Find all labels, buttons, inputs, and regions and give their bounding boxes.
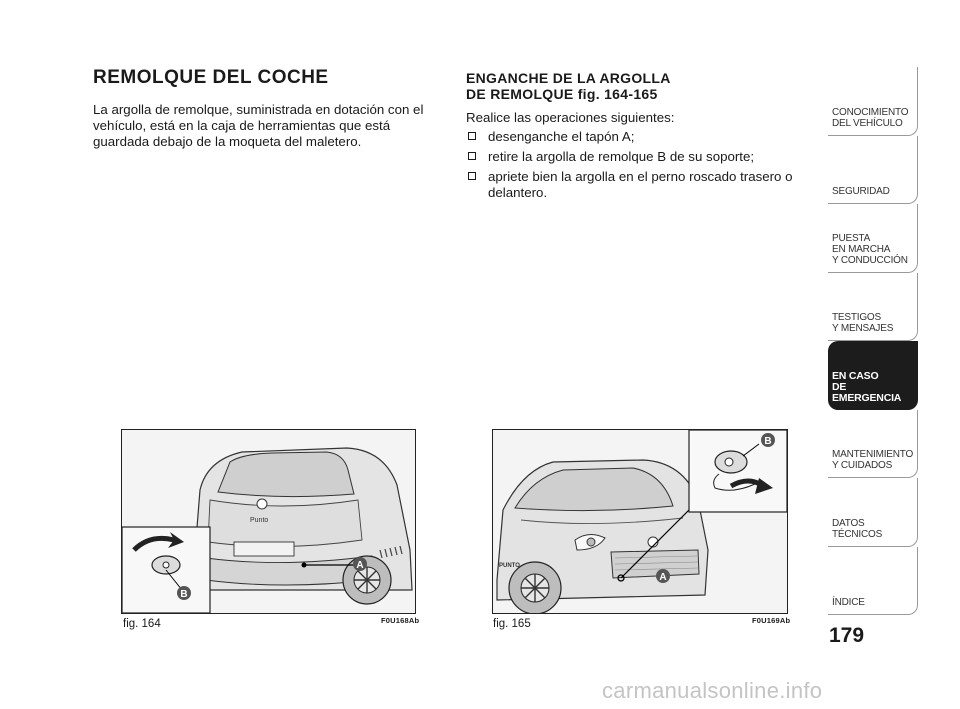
subsection-title [466, 70, 671, 102]
sidebar-item-seguridad[interactable]: SEGURIDAD [828, 136, 918, 205]
sidebar-item-testigos[interactable]: TESTIGOS Y MENSAJES [828, 273, 918, 342]
steps-list [466, 129, 811, 205]
chapter-sidebar [828, 67, 918, 615]
figure-caption: fig. 164 [123, 618, 161, 630]
sidebar-item-mantenimiento[interactable]: MANTENIMIENTO Y CUIDADOS [828, 410, 918, 479]
figure-164-rear-car [121, 429, 416, 614]
rear-car-illustration [122, 430, 415, 613]
section-title: REMOLQUE DEL COCHE [93, 67, 329, 88]
list-item: apriete bien la argolla en el perno roscado trasero o delantero. [466, 169, 811, 201]
section-body: La argolla de remolque, suministrada en dotación con el vehículo, está en la caja de herramientas que está guardada debajo de la moqueta del maletero. [93, 102, 424, 149]
sidebar-item-datos-tecnicos[interactable]: DATOS TÉCNICOS [828, 478, 918, 547]
label-a: A [659, 572, 667, 583]
list-item: retire la argolla de remolque B de su soporte; [466, 149, 811, 165]
model-badge: Punto [250, 517, 269, 524]
page-number: 179 [829, 624, 865, 647]
sidebar-item-emergencia[interactable]: EN CASO DE EMERGENCIA [828, 341, 918, 410]
sidebar-item-indice[interactable]: ÍNDICE [828, 547, 918, 616]
sidebar-item-conocimiento[interactable]: CONOCIMIENTO DEL VEHÍCULO [828, 67, 918, 136]
figure-code: F0U168Ab [381, 616, 420, 625]
figure-code: F0U169Ab [752, 616, 791, 625]
front-car-illustration [493, 430, 787, 613]
figure-165-front-car [492, 429, 788, 614]
label-b: B [764, 436, 772, 447]
subsection-title-line1: ENGANCHE DE LA ARGOLLA [466, 70, 671, 86]
checkbox-bullet-icon [468, 152, 476, 160]
model-badge: PUNTO [499, 563, 520, 569]
figure-caption: fig. 165 [493, 618, 531, 630]
checkbox-bullet-icon [468, 132, 476, 140]
watermark: carmanualsonline.info [602, 678, 823, 703]
label-a: A [356, 560, 364, 571]
list-item: desenganche el tapón A; [466, 129, 811, 145]
subsection-title-line2: DE REMOLQUE fig. 164-165 [466, 86, 658, 102]
sidebar-item-puesta-en-marcha[interactable]: PUESTA EN MARCHA Y CONDUCCIÓN [828, 204, 918, 273]
steps-intro: Realice las operaciones siguientes: [466, 110, 675, 125]
checkbox-bullet-icon [468, 172, 476, 180]
label-b: B [180, 589, 188, 600]
